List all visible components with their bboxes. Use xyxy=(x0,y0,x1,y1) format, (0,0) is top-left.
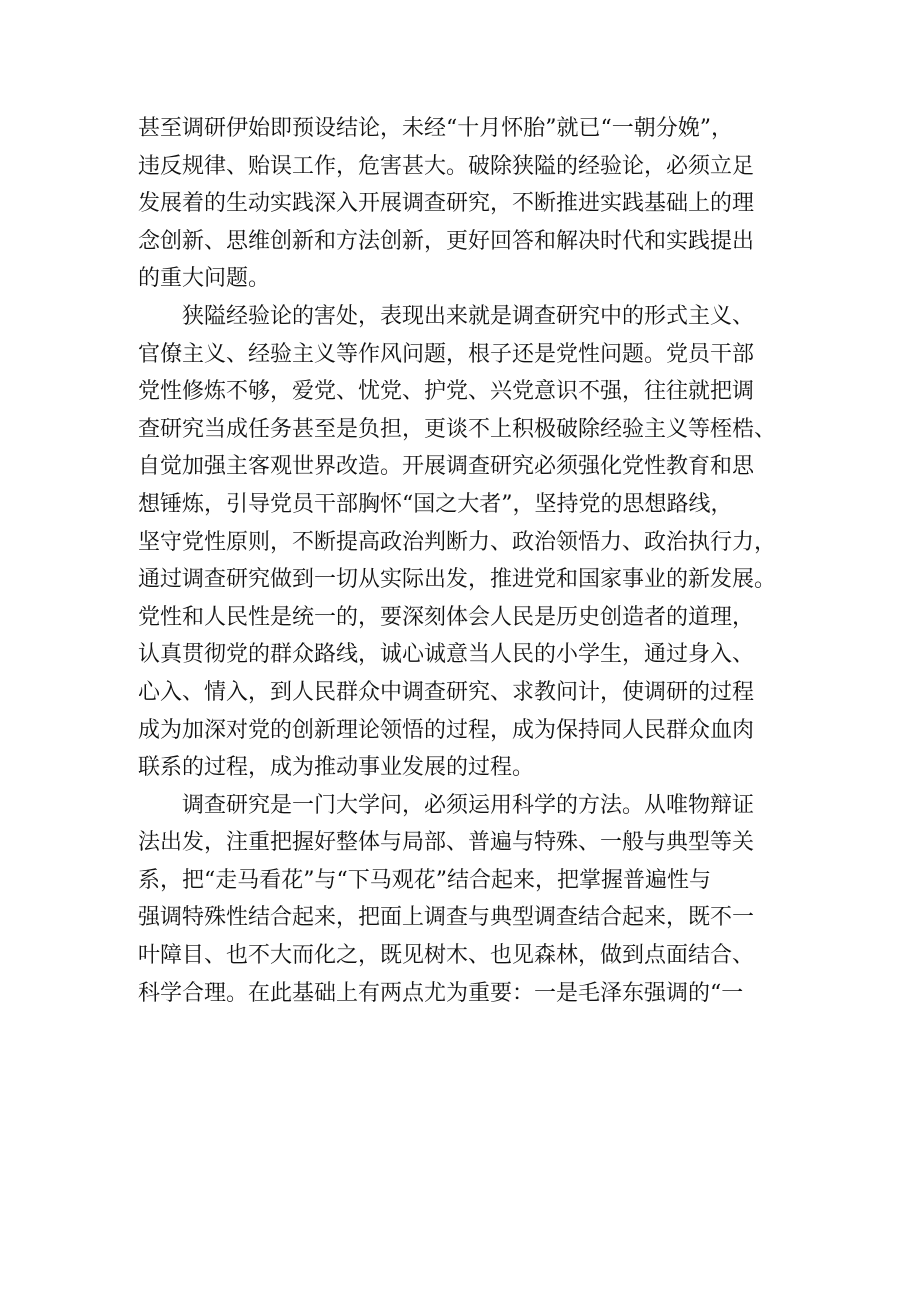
paragraph-3 xyxy=(138,787,798,1013)
text-line: 查研究当成任务甚至是负担，更谈不上积极破除经验主义等桎梏、 xyxy=(138,416,777,442)
paragraph-1 xyxy=(138,110,798,298)
text-line: 党性修炼不够，爱党、忧党、护党、兴党意识不强，往往就把调 xyxy=(138,379,755,405)
text-line: 认真贯彻党的群众路线，诚心诚意当人民的小学生，通过身入、 xyxy=(138,642,755,668)
text-line: 念创新、思维创新和方法创新，更好回答和解决时代和实践提出 xyxy=(138,228,755,254)
text-line: 联系的过程，成为推动事业发展的过程。 xyxy=(138,755,535,781)
text-line: 调查研究是一门大学问，必须运用科学的方法。从唯物辩证 xyxy=(182,792,755,818)
text-line: 党性和人民性是统一的，要深刻体会人民是历史创造者的道理， xyxy=(138,604,755,630)
text-line: 强调特殊性结合起来，把面上调查与典型调查结合起来，既不一 xyxy=(138,905,755,931)
text-line: 叶障目、也不大而化之，既见树木、也见森林，做到点面结合、 xyxy=(138,943,755,969)
paragraph-2 xyxy=(138,298,798,787)
text-line: 坚守党性原则，不断提高政治判断力、政治领悟力、政治执行力， xyxy=(138,529,777,555)
text-line: 自觉加强主客观世界改造。开展调查研究必须强化党性教育和思 xyxy=(138,454,755,480)
text-line: 通过调查研究做到一切从实际出发，推进党和国家事业的新发展。 xyxy=(138,567,777,593)
text-line: 违反规律、贻误工作，危害甚大。破除狭隘的经验论，必须立足 xyxy=(138,153,755,179)
text-line: 甚至调研伊始即预设结论，未经“十月怀胎”就已“一朝分娩”， xyxy=(138,116,733,141)
text-line: 系，把“走马看花”与“下马观花”结合起来，把掌握普遍性与 xyxy=(138,867,711,893)
text-line: 发展着的生动实践深入开展调查研究，不断推进实践基础上的理 xyxy=(138,191,755,217)
text-line: 狭隘经验论的害处，表现出来就是调查研究中的形式主义、 xyxy=(182,303,755,329)
text-line: 官僚主义、经验主义等作风问题，根子还是党性问题。党员干部 xyxy=(138,341,755,367)
text-line: 心入、情入，到人民群众中调查研究、求教问计，使调研的过程 xyxy=(138,679,755,705)
text-line: 成为加深对党的创新理论领悟的过程，成为保持同人民群众血肉 xyxy=(138,717,755,743)
document-body xyxy=(138,110,798,1012)
text-line: 的重大问题。 xyxy=(138,266,271,292)
text-line: 想锤炼，引导党员干部胸怀“国之大者”，坚持党的思想路线， xyxy=(138,491,733,517)
text-line: 法出发，注重把握好整体与局部、普遍与特殊、一般与典型等关 xyxy=(138,830,755,856)
text-line: 科学合理。在此基础上有两点尤为重要：一是毛泽东强调的“一 xyxy=(138,980,744,1006)
